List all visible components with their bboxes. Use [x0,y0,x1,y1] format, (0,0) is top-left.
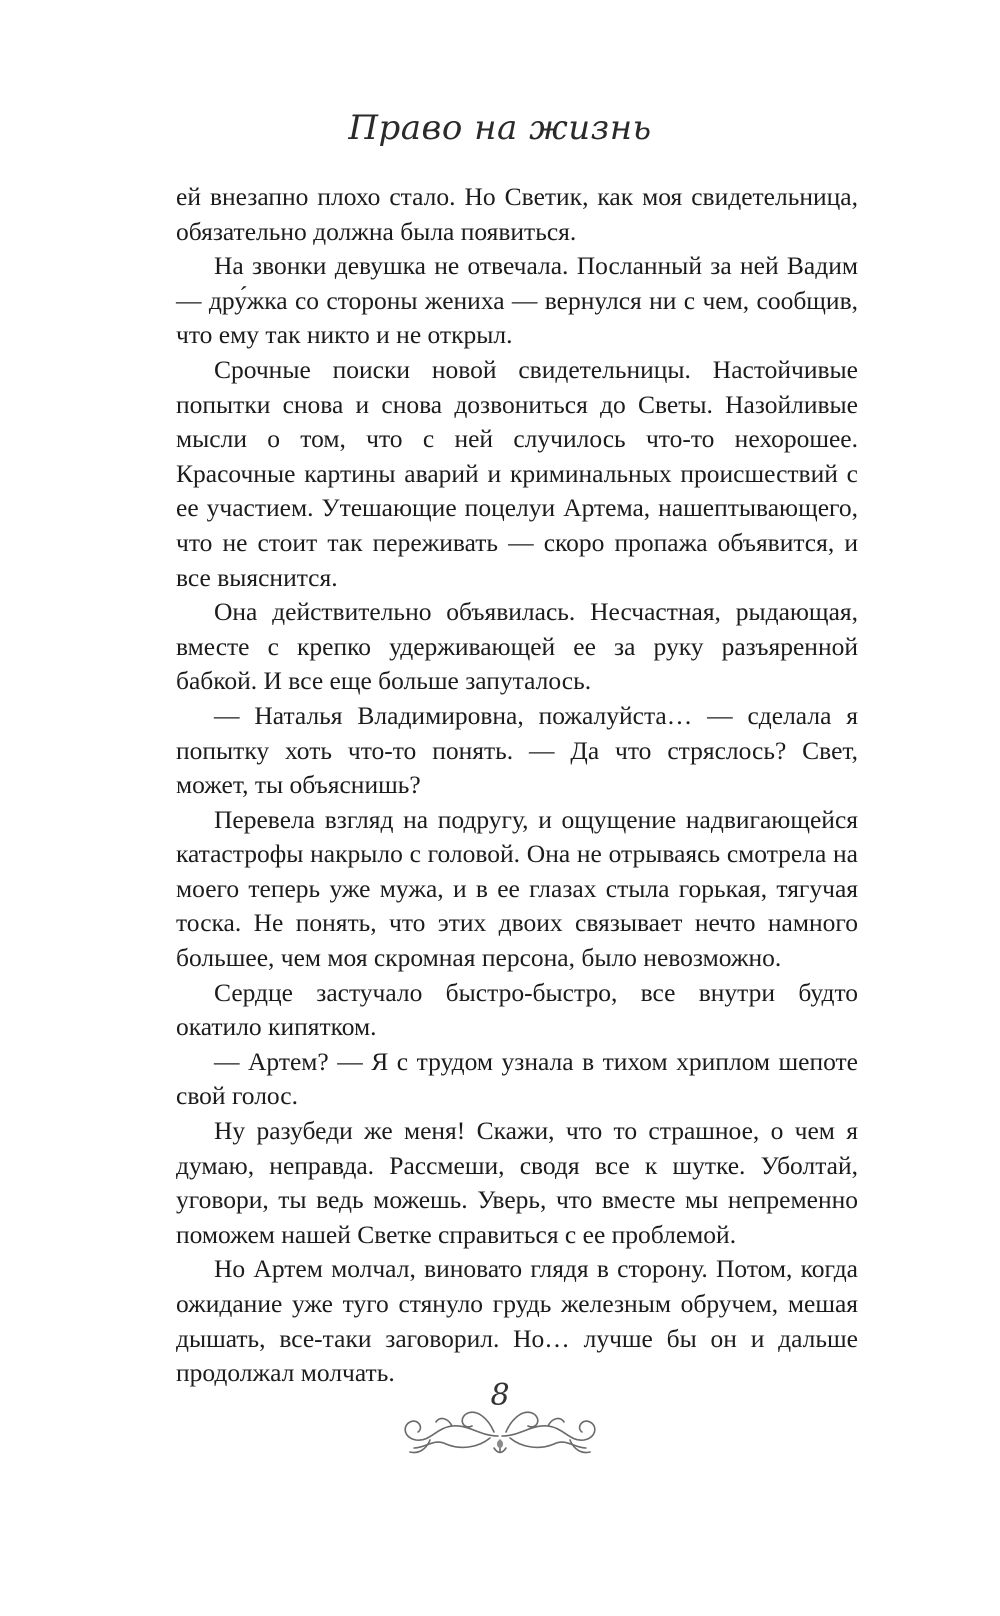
paragraph: Перевела взгляд на подругу, и ощущение надвигающейся катастрофы накрыло с головой. Она не отрываясь смотрела на моего теперь уже мужа, и в ее глазах стыла горькая, тягучая тоска. Не понять, что этих двоих связывает нечто намного большее, чем моя скромная персона, было невозможно. [176,804,858,973]
body-text [176,180,858,1391]
paragraph: Но Артем молчал, виновато глядя в сторону. Потом, когда ожидание уже туго стянуло грудь железным обручем, мешая дышать, все-таки заговорил. Но… лучше бы он и дальше продолжал молчать. [176,1254,858,1388]
paragraph: На звонки девушка не отвечала. Посланный за ней Вадим — дру́жка со стороны жениха — вернулся ни с чем, сообщив, что ему так никто и не открыл. [176,251,858,350]
paragraph: — Наталья Владимировна, пожалуйста… — сделала я попытку хоть что-то понять. — Да что стряслось? Свет, может, ты объяснишь? [176,700,858,800]
paragraph: Она действительно объявилась. Несчастная, рыдающая, вместе с крепко удерживающей ее за руку разъяренной бабкой. И все еще больше запуталось. [176,597,858,696]
paragraph: — Артем? — Я с трудом узнала в тихом хриплом шепоте свой голос. [176,1046,858,1111]
paragraph: Сердце застучало быстро-быстро, все внутри будто окатило кипятком. [176,977,858,1042]
paragraph: ей внезапно плохо стало. Но Светик, как моя свидетельница, обязательно должна была появиться. [176,182,858,246]
paragraph: Срочные поиски новой свидетельницы. Настойчивые попытки снова и снова дозвониться до Светы. Назойливые мысли о том, что с ней случилось что-то нехорошее. Красочные картины аварий и криминальных происшествий с ее участием. Утешающие поцелуи Артема, нашептывающего, что не стоит так переживать — скоро пропажа объявится, и все выяснится. [176,354,858,592]
paragraph: Ну разубеди же меня! Скажи, что то страшное, о чем я думаю, неправда. Рассмеши, сводя все к шутке. Уболтай, уговори, ты ведь можешь. Уверь, что вместе мы непременно поможем нашей Светке справиться с ее проблемой. [176,1116,858,1249]
page-number: 8 [490,1378,510,1413]
running-head-title: Право на жизнь [348,108,652,148]
